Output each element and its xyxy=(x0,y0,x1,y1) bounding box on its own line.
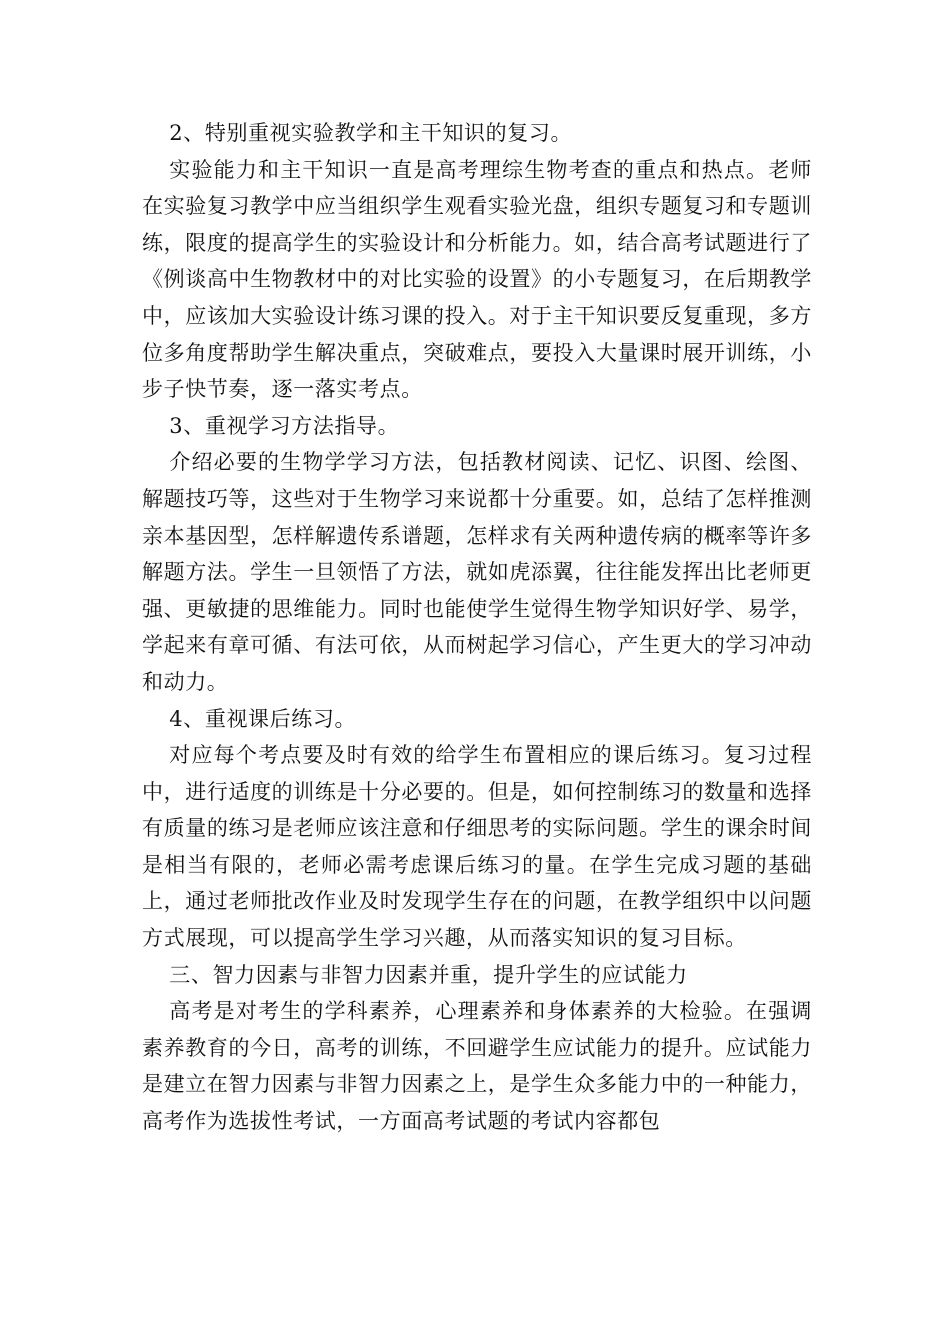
paragraph-exam-ability: 高考是对考生的学科素养，心理素养和身体素养的大检验。在强调素养教育的今日，高考的训练，不回避学生应试能力的提升。应试能力是建立在智力因素与非智力因素之上，是学生众多能力中的一种能力，高考作为选拔性考试，一方面高考试题的考试内容都包 xyxy=(142,999,812,1134)
section-heading-3: 3、重视学习方法指导。 xyxy=(169,413,400,438)
paragraph-study-methods: 介绍必要的生物学学习方法，包括教材阅读、记忆、识图、绘图、解题技巧等，这些对于生物学习来说都十分重要。如，总结了怎样推测亲本基因型，怎样解遗传系谱题，怎样求有关两种遗传病的概率等许多解题方法。学生一旦领悟了方法，就如虎添翼，往往能发挥出比老师更强、更敏捷的思维能力。同时也能使学生觉得生物学知识好学、易学，学起来有章可循、有法可依，从而树起学习信心，产生更大的学习冲动和动力。 xyxy=(142,450,812,694)
section-heading-4: 4、重视课后练习。 xyxy=(169,706,357,731)
section-heading-2: 2、特别重视实验教学和主干知识的复习。 xyxy=(169,121,573,145)
section-heading-three: 三、智力因素与非智力因素并重，提升学生的应试能力 xyxy=(169,962,688,987)
paragraph-after-class-practice: 对应每个考点要及时有效的给学生布置相应的课后练习。复习过程中，进行适度的训练是十分必要的。但是，如何控制练习的数量和选择有质量的练习是老师应该注意和仔细思考的实际问题。学生的课余时间是相当有限的，老师必需考虑课后练习的量。在学生完成习题的基础上，通过老师批改作业及时发现学生存在的问题，在教学组织中以问题方式展现，可以提高学生学习兴趣，从而落实知识的复习目标。 xyxy=(142,743,812,951)
paragraph-experiment-review: 实验能力和主干知识一直是高考理综生物考查的重点和热点。老师在实验复习教学中应当组织学生观看实验光盘，组织专题复习和专题训练，限度的提高学生的实验设计和分析能力。如，结合高考试题进行了《例谈高中生物教材中的对比实验的设置》的小专题复习，在后期教学中，应该加大实验设计练习课的投入。对于主干知识要反复重现，多方位多角度帮助学生解决重点，突破难点，要投入大量课时展开训练，小步子快节奏，逐一落实考点。 xyxy=(142,157,812,402)
document-body xyxy=(142,115,812,1140)
